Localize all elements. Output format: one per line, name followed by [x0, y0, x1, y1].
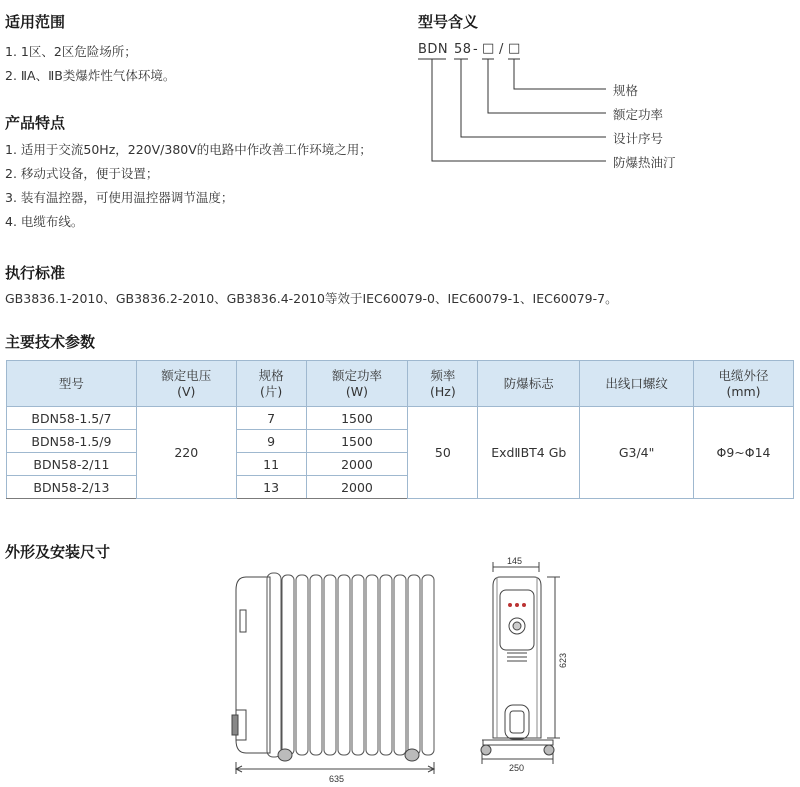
code-box-power: □	[482, 41, 495, 56]
model-meaning-title: 型号含义	[418, 13, 479, 31]
standard-title: 执行标准	[5, 264, 66, 282]
header-power: 额定功率 (W)	[306, 361, 408, 407]
front-width-label: 635	[329, 774, 345, 784]
cell-model: BDN58-1.5/7	[7, 407, 137, 430]
code-dash: -	[473, 42, 479, 57]
scope-title: 适用范围	[5, 13, 66, 31]
code-box-spec: □	[508, 41, 521, 56]
header-cable: 电缆外径 (mm)	[694, 361, 794, 407]
dimensions-title: 外形及安装尺寸	[5, 543, 111, 561]
feature-item-3: 3. 装有温控器，可使用温控器调节温度；	[5, 190, 234, 205]
cell-frequency: 50	[408, 407, 478, 499]
cell-ex-mark: ExdⅡBT4 Gb	[478, 407, 580, 499]
cell-voltage: 220	[136, 407, 236, 499]
cell-power: 1500	[306, 430, 408, 453]
feature-item-4: 4. 电缆布线。	[5, 214, 84, 229]
side-view-drawing	[481, 562, 560, 764]
side-base-width-label: 250	[509, 763, 525, 773]
params-title: 主要技术参数	[5, 333, 96, 351]
cell-model: BDN58-2/13	[7, 476, 137, 499]
cell-fins: 7	[236, 407, 306, 430]
header-thread: 出线口螺纹	[580, 361, 694, 407]
code-label-power: 额定功率	[613, 107, 664, 122]
cell-fins: 13	[236, 476, 306, 499]
front-view-drawing	[232, 573, 434, 774]
code-prefix: BDN	[418, 42, 449, 57]
header-voltage: 额定电压 (V)	[136, 361, 236, 407]
cell-cable: Φ9~Φ14	[694, 407, 794, 499]
header-ex-mark: 防爆标志	[478, 361, 580, 407]
header-frequency: 频率 (Hz)	[408, 361, 478, 407]
header-fins: 规格 (片)	[236, 361, 306, 407]
feature-item-2: 2. 移动式设备，便于设置；	[5, 166, 159, 181]
params-table	[6, 360, 794, 499]
cell-fins: 11	[236, 453, 306, 476]
table-row	[7, 407, 794, 430]
dimension-drawings	[0, 550, 800, 787]
cell-model: BDN58-2/11	[7, 453, 137, 476]
code-label-spec: 规格	[613, 83, 639, 98]
feature-item-1: 1. 适用于交流50Hz，220V/380V的电路中作改善工作环境之用；	[5, 142, 372, 157]
cell-power: 2000	[306, 453, 408, 476]
table-header-row	[7, 361, 794, 407]
side-height-label: 623	[558, 652, 568, 668]
code-slash: /	[499, 42, 504, 57]
code-number: 58	[454, 42, 472, 57]
cell-fins: 9	[236, 430, 306, 453]
features-title: 产品特点	[5, 114, 66, 132]
scope-item-1: 1. 1区、2区危险场所；	[5, 44, 137, 59]
side-top-width-label: 145	[507, 556, 523, 566]
code-leader-lines	[0, 0, 800, 200]
header-model: 型号	[7, 361, 137, 407]
cell-power: 2000	[306, 476, 408, 499]
code-label-product: 防爆热油汀	[613, 155, 676, 170]
cell-thread: G3/4"	[580, 407, 694, 499]
scope-item-2: 2. ⅡA、ⅡB类爆炸性气体环境。	[5, 68, 176, 83]
cell-power: 1500	[306, 407, 408, 430]
standard-text: GB3836.1-2010、GB3836.2-2010、GB3836.4-2010等效于IEC60079-0、IEC60079-1、IEC60079-7。	[5, 291, 618, 306]
code-label-design-number: 设计序号	[613, 131, 664, 146]
cell-model: BDN58-1.5/9	[7, 430, 137, 453]
